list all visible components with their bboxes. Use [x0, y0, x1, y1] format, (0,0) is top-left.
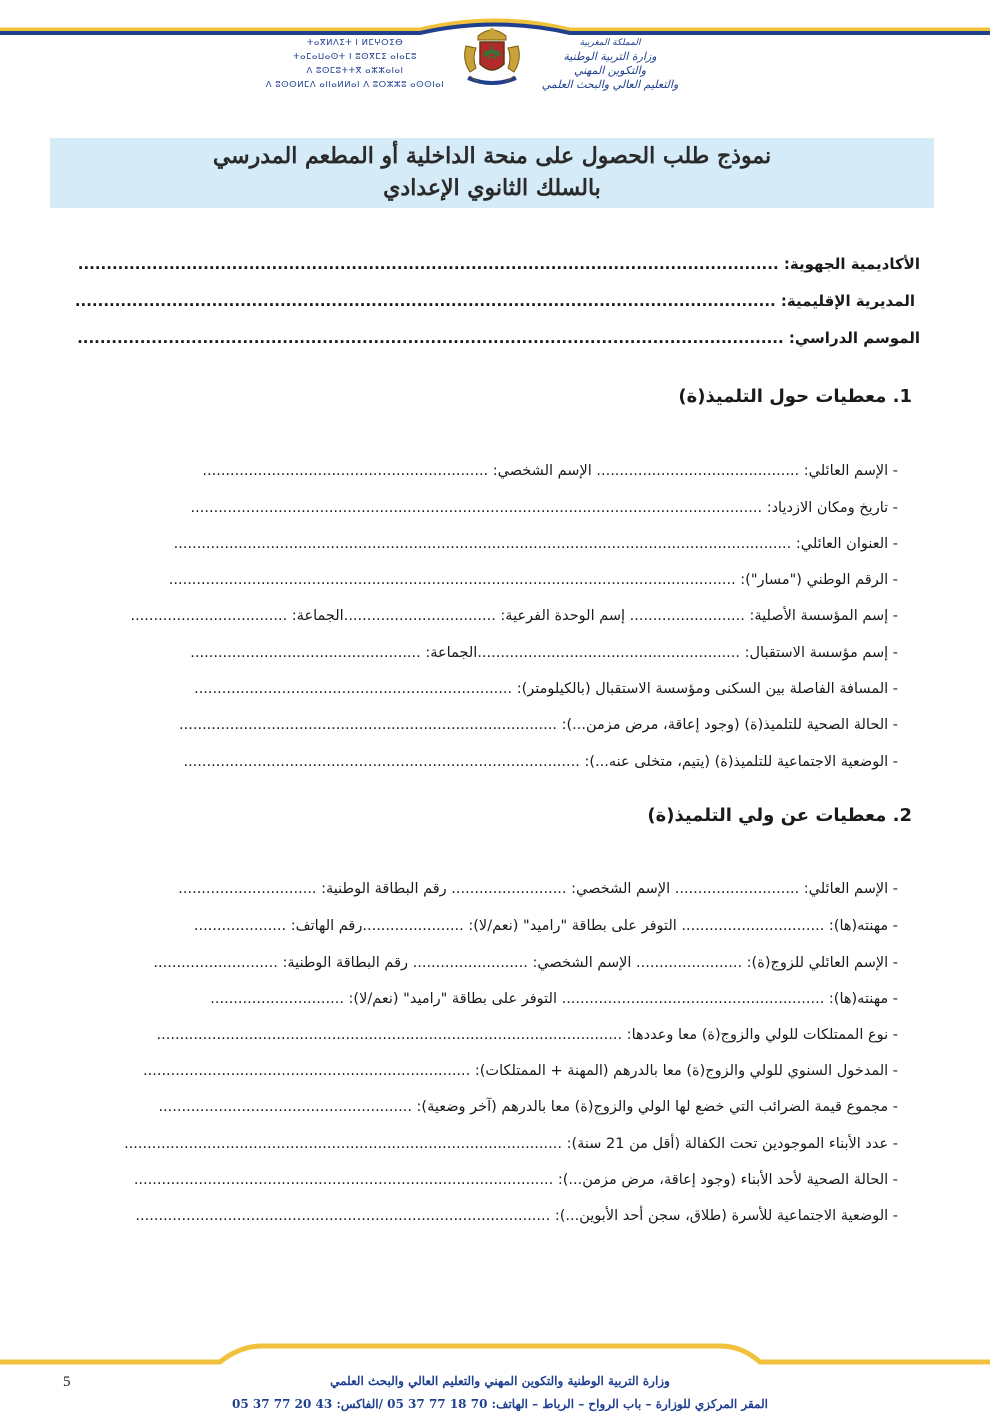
directorate-field[interactable]: المديرية الإقليمية: ...........................................................................................................................	[74, 292, 915, 310]
section-2-title: 2. معطيات عن ولي التلميذ(ة)	[647, 805, 912, 826]
children-health-row[interactable]: - الحالة الصحية لأحد الأبناء (وجود إعاقة، مرض مزمن...): ...........................................................................................	[133, 1172, 898, 1188]
student-health-row[interactable]: - الحالة الصحية للتلميذ(ة) (وجود إعاقة، مرض مزمن...): ..................................................................................	[179, 717, 898, 733]
student-social-row[interactable]: - الوضعية الاجتماعية للتلميذ(ة) (يتيم، متخلى عنه...): ......................................................................................	[183, 754, 898, 770]
guardian-name-row[interactable]: - الإسم العائلي: ........................... الإسم الشخصي: ......................... رقم البطاقة الوطنية: ..............................	[178, 881, 898, 897]
student-host-school-row[interactable]: - إسم مؤسسة الاستقبال: .........................................................الجماعة: ..................................................	[190, 645, 898, 661]
page-number: 5	[63, 1374, 71, 1390]
spouse-name-row[interactable]: - الإسم العائلي للزوج(ة): ....................... الإسم الشخصي: ......................... رقم البطاقة الوطنية: ...........................	[153, 955, 898, 971]
footer-contact: المقر المركزي للوزارة – باب الرواح – الرباط – الهاتف: 70 18 77 37 05 /الفاكس: 43 20 77 37 05	[231, 1397, 768, 1411]
children-count-row[interactable]: - عدد الأبناء الموجودين تحت الكفالة (أقل من 21 سنة): ...............................................................................................	[124, 1136, 898, 1152]
school-year-field[interactable]: الموسم الدراسي: ............................................................................................................................	[77, 329, 920, 347]
guardian-job-row[interactable]: - مهنته(ها): ............................... التوفر على بطاقة "راميد" (نعم/لا): ......................رقم الهاتف: ....................	[193, 918, 898, 934]
footer-decorative-band	[0, 1340, 990, 1370]
assets-row[interactable]: - نوع الممتلكات للولي والزوج(ة) معا وعددها: .....................................................................................................	[156, 1027, 898, 1043]
form-title-line-1: نموذج طلب الحصول على منحة الداخلية أو المطعم المدرسي	[212, 143, 772, 169]
form-title-box	[50, 138, 934, 208]
student-birth-row[interactable]: - تاريخ ومكان الازدياد: ............................................................................................................................	[190, 500, 898, 516]
coat-of-arms-icon	[456, 26, 528, 92]
taxes-row[interactable]: - مجموع قيمة الضرائب التي خضع لها الولي والزوج(ة) معا بالدرهم (آخر وضعية): .......................................................	[158, 1099, 898, 1115]
student-national-id-row[interactable]: - الرقم الوطني ("مسار"): ...........................................................................................................................	[168, 572, 898, 588]
income-row[interactable]: - المدخول السنوي للولي والزوج(ة) معا بالدرهم (المهنة + الممتلكات): .......................................................................	[143, 1063, 898, 1079]
family-social-row[interactable]: - الوضعية الاجتماعية للأسرة (طلاق، سجن أحد الأبوين...): ..........................................................................................	[135, 1208, 898, 1224]
spouse-job-row[interactable]: - مهنته(ها): ......................................................... التوفر على بطاقة "راميد" (نعم/لا): .............................	[210, 991, 898, 1007]
academy-field[interactable]: الأكاديمية الجهوية: ...........................................................................................................................	[77, 255, 920, 273]
student-origin-school-row[interactable]: - إسم المؤسسة الأصلية: ......................... إسم الوحدة الفرعية: .................................الجماعة: ..................................	[130, 608, 898, 624]
student-name-row[interactable]: - الإسم العائلي: ............................................ الإسم الشخصي: ..............................................................	[202, 463, 898, 479]
student-distance-row[interactable]: - المسافة الفاصلة بين السكنى ومؤسسة الاستقبال (بالكيلومتر): .....................................................................	[194, 681, 898, 697]
ministry-name-arabic: المملكة المغربية وزارة التربية الوطنية والتكوين المهني والتعليم العالي والبحث العلمي	[541, 38, 679, 91]
section-1-title: 1. معطيات حول التلميذ(ة)	[678, 386, 912, 407]
footer-ministry-name: وزارة التربية الوطنية والتكوين المهني والتعليم العالي والبحث العلمي	[330, 1374, 670, 1388]
ministry-name-tifinagh: ⵜⴰⴳⵍⴷⵉⵜ ⵏ ⵍⵎⵖⵔⵉⴱ ⵜⴰⵎⴰⵡⴰⵙⵜ ⵏ ⵓⵙⴳⵎⵉ ⴰⵏⴰⵎⵓ ⴷ ⵓⵙⵎⵓⵜⵜⴳ ⴰⵣⵣⴰⵏⴰⵏ ⴷ ⵓⵙⵙⵍⵎⴷ ⴰⵏⵏⴰⵍⵍⴰⵏ ⴷ ⵓⵔⵣⵣⵓ ⴰⵙⵙⵏⴰⵏ	[265, 38, 445, 90]
form-title-line-2: بالسلك الثانوي الإعدادي	[383, 175, 601, 201]
student-address-row[interactable]: - العنوان العائلي: ......................................................................................................................................	[173, 536, 898, 552]
